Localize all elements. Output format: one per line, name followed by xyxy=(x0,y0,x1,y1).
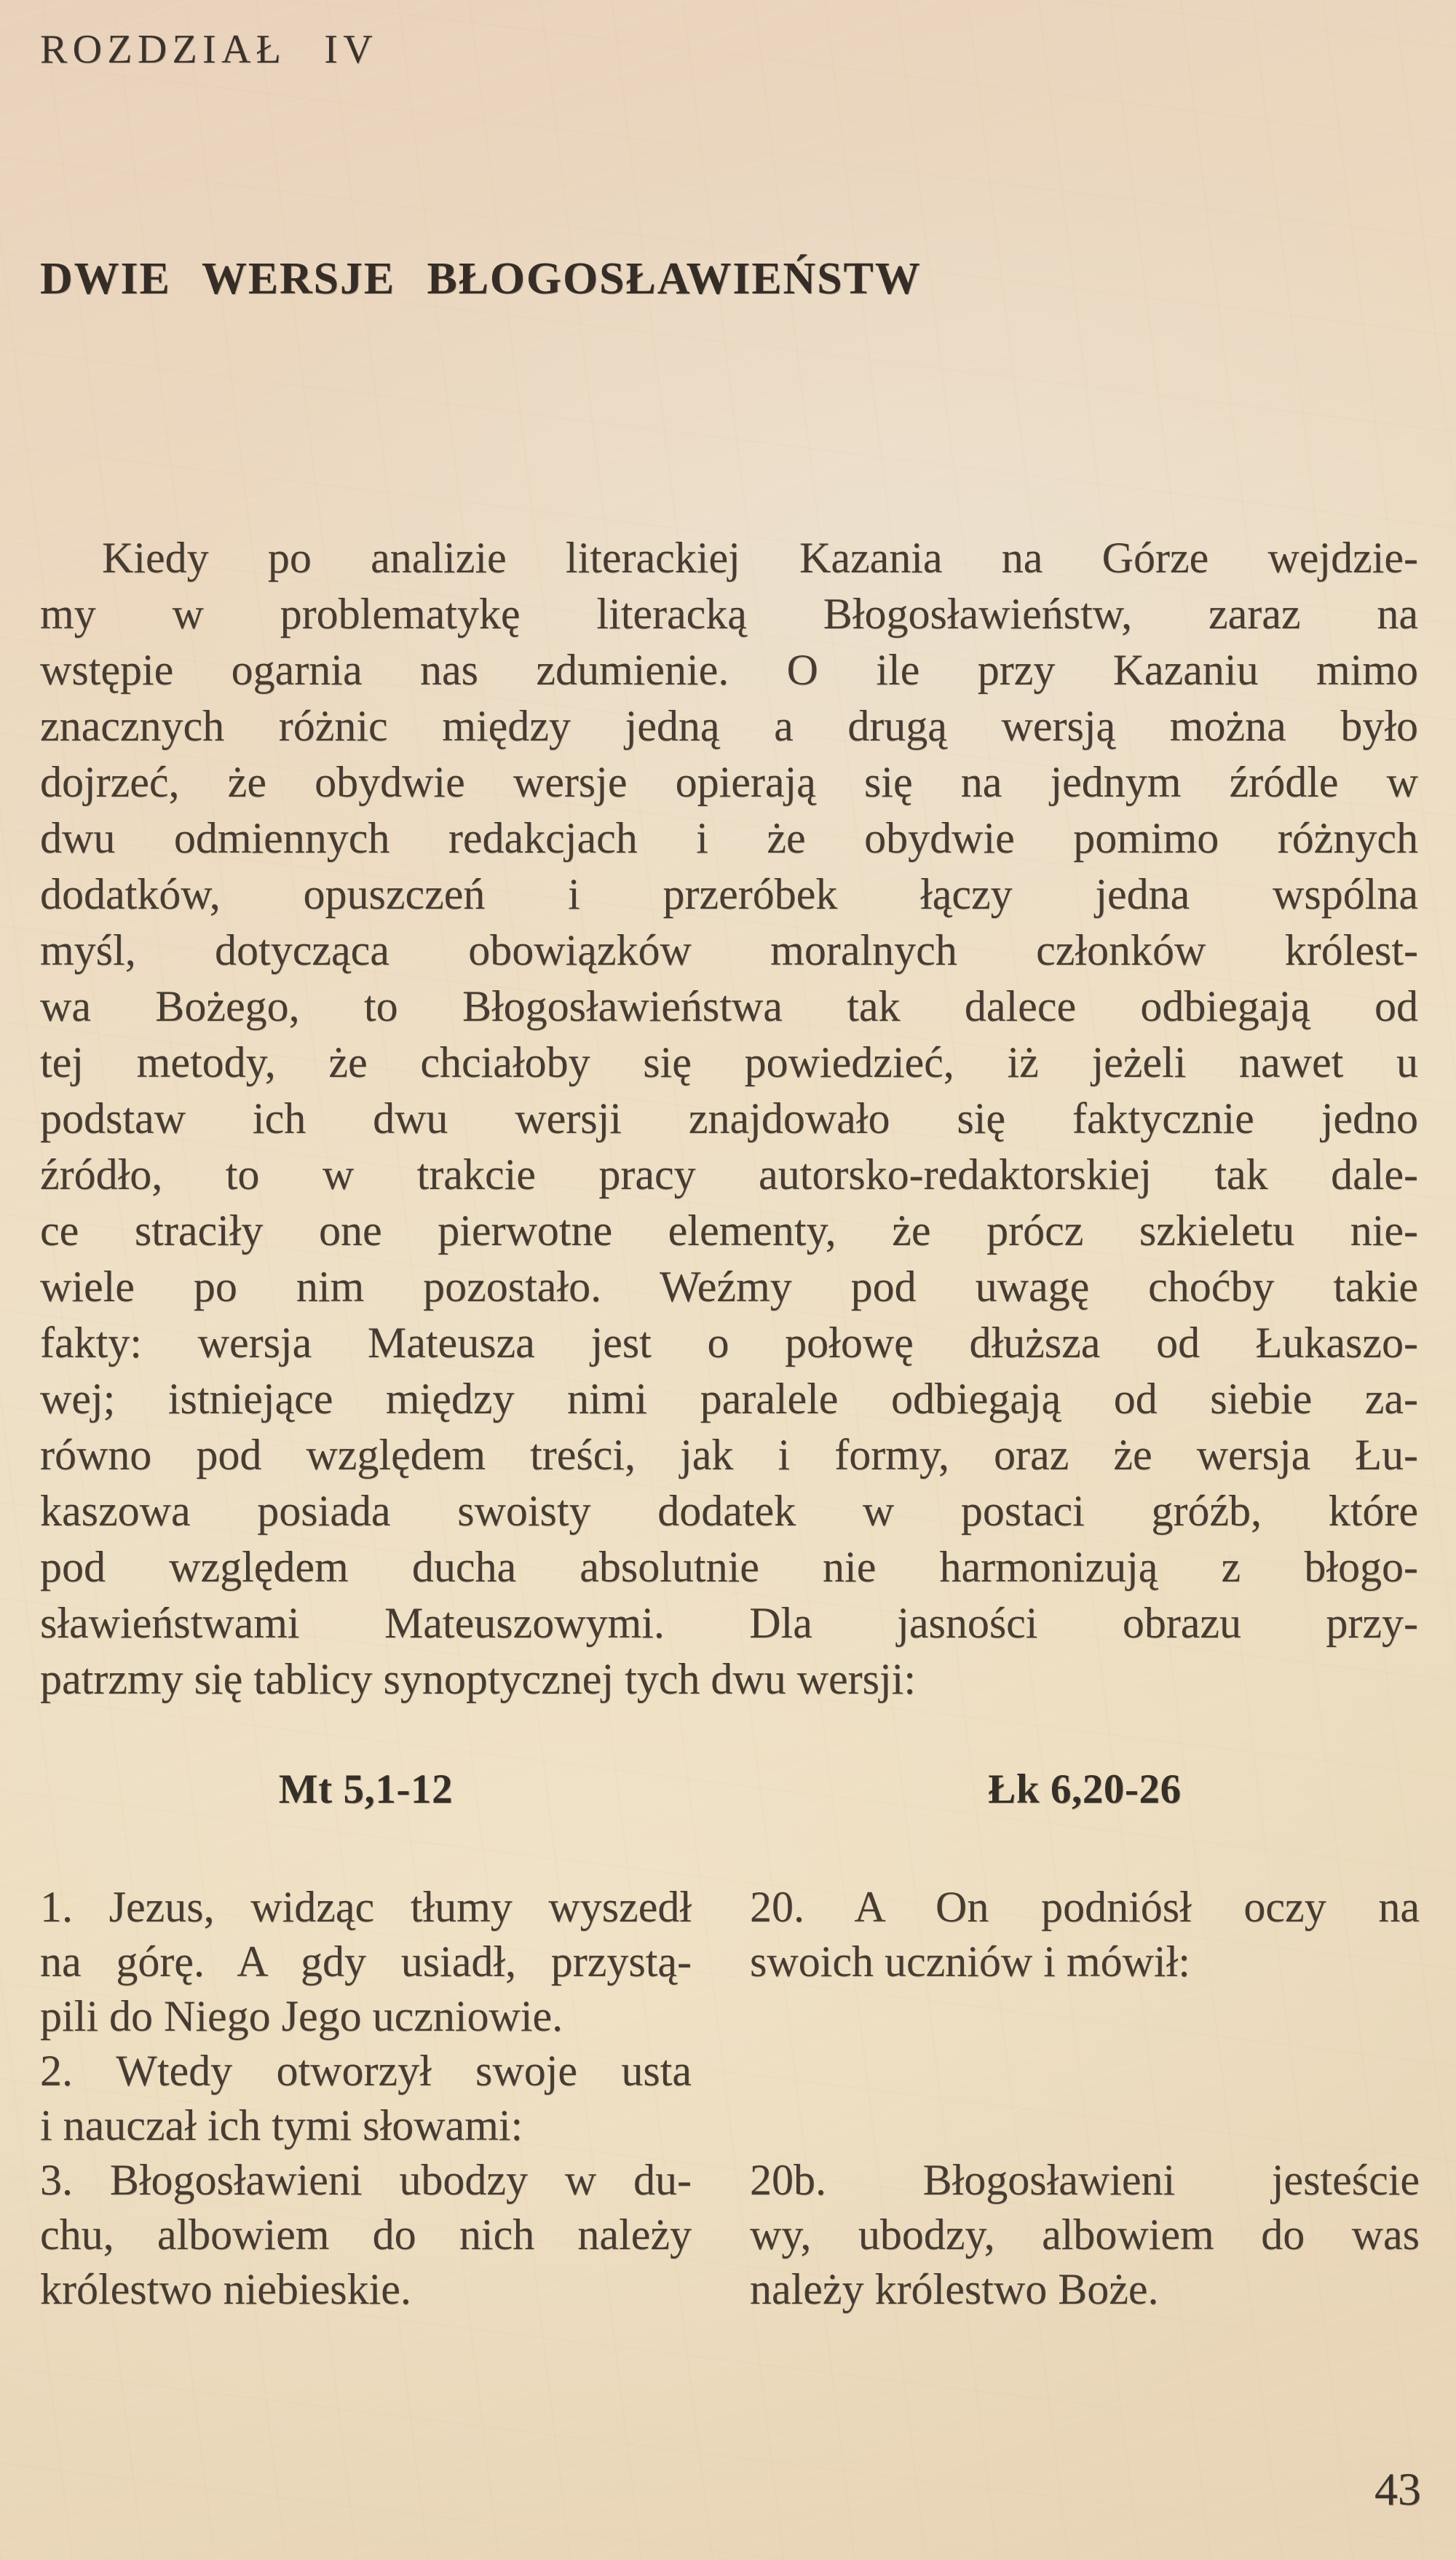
text-line: wstępie ogarnia nas zdumienie. O ile przy Kazaniu mimo xyxy=(40,646,1418,694)
text-line: na górę. A gdy usiadł, przystą- xyxy=(40,1937,692,1986)
matthew-verses-1-2 xyxy=(40,1880,692,2153)
text-line: wiele po nim pozostało. Weźmy pod uwagę choćby takie xyxy=(40,1263,1418,1311)
text-line: Kiedy po analizie literackiej Kazania na Górze wejdzie- xyxy=(102,534,1418,582)
page-title: DWIE WERSJE BŁOGOSŁAWIEŃSTW xyxy=(40,254,922,304)
matthew-verse-1 xyxy=(40,1880,692,2044)
column-header-matthew: Mt 5,1-12 xyxy=(278,1766,454,1812)
text-line: ce straciły one pierwotne elementy, że prócz szkieletu nie- xyxy=(40,1206,1418,1255)
text-line: sławieństwami Mateuszowymi. Dla jasności obrazu przy- xyxy=(40,1599,1418,1647)
text-line: chu, albowiem do nich należy xyxy=(40,2211,692,2259)
text-line: 3. Błogosławieni ubodzy w du- xyxy=(40,2156,692,2204)
matthew-verse-2 xyxy=(40,2044,692,2153)
page-number: 43 xyxy=(1374,2463,1421,2515)
text-line: my w problematykę literacką Błogosławieństw, zaraz na xyxy=(40,590,1418,638)
text-line: dojrzeć, że obydwie wersje opierają się na jednym źródle w xyxy=(40,758,1418,806)
text-line: należy królestwo Boże. xyxy=(750,2265,1159,2313)
text-line: pod względem ducha absolutnie nie harmonizują z błogo- xyxy=(40,1543,1418,1591)
text-line: fakty: wersja Mateusza jest o połowę dłuższa od Łukaszo- xyxy=(40,1319,1418,1367)
synoptic-table xyxy=(40,1766,1420,2317)
text-line: źródło, to w trakcie pracy autorsko-redaktorskiej tak dale- xyxy=(40,1150,1418,1198)
matthew-verse-3 xyxy=(40,2153,692,2317)
luke-verse-20 xyxy=(750,1880,1420,2153)
text-line: wej; istniejące między nimi paralele odbiegają od siebie za- xyxy=(40,1375,1418,1423)
text-line: pili do Niego Jego uczniowie. xyxy=(40,1992,563,2040)
text-line: tej metody, że chciałoby się powiedzieć, iż jeżeli nawet u xyxy=(40,1038,1418,1086)
text-line: 2. Wtedy otworzył swoje usta xyxy=(40,2047,692,2095)
text-line: i nauczał ich tymi słowami: xyxy=(40,2101,523,2149)
intro-paragraph xyxy=(40,530,1418,1707)
text-line: królestwo niebieskie. xyxy=(40,2265,411,2313)
text-line: 20. A On podniósł oczy na xyxy=(750,1883,1420,1931)
column-header-luke: Łk 6,20-26 xyxy=(988,1766,1182,1812)
text-line: wy, ubodzy, albowiem do was xyxy=(750,2211,1420,2259)
text-line: wa Bożego, to Błogosławieństwa tak dalece odbiegają od xyxy=(40,982,1418,1030)
luke-verse-20-text xyxy=(750,1880,1420,1989)
text-line: 20b. Błogosławieni jesteście xyxy=(750,2156,1420,2204)
text-line: swoich uczniów i mówił: xyxy=(750,1937,1190,1986)
matthew-verse-3-text xyxy=(40,2153,692,2317)
text-line: patrzmy się tablicy synoptycznej tych dwu wersji: xyxy=(40,1655,917,1703)
text-line: znacznych różnic między jedną a drugą wersją można było xyxy=(40,702,1418,750)
text-line: równo pod względem treści, jak i formy, oraz że wersja Łu- xyxy=(40,1431,1418,1479)
text-line: myśl, dotycząca obowiązków moralnych członków królest- xyxy=(40,926,1418,974)
text-line: kaszowa posiada swoisty dodatek w postaci gróźb, które xyxy=(40,1487,1418,1535)
text-line: podstaw ich dwu wersji znajdowało się faktycznie jedno xyxy=(40,1094,1418,1142)
text-line: dodatków, opuszczeń i przeróbek łączy jedna wspólna xyxy=(40,870,1418,918)
text-line: 1. Jezus, widząc tłumy wyszedł xyxy=(40,1883,692,1931)
chapter-header: ROZDZIAŁ IV xyxy=(40,27,378,72)
luke-verse-20b xyxy=(750,2153,1420,2317)
luke-verse-20b-text xyxy=(750,2153,1420,2317)
text-line: dwu odmiennych redakcjach i że obydwie pomimo różnych xyxy=(40,814,1418,862)
